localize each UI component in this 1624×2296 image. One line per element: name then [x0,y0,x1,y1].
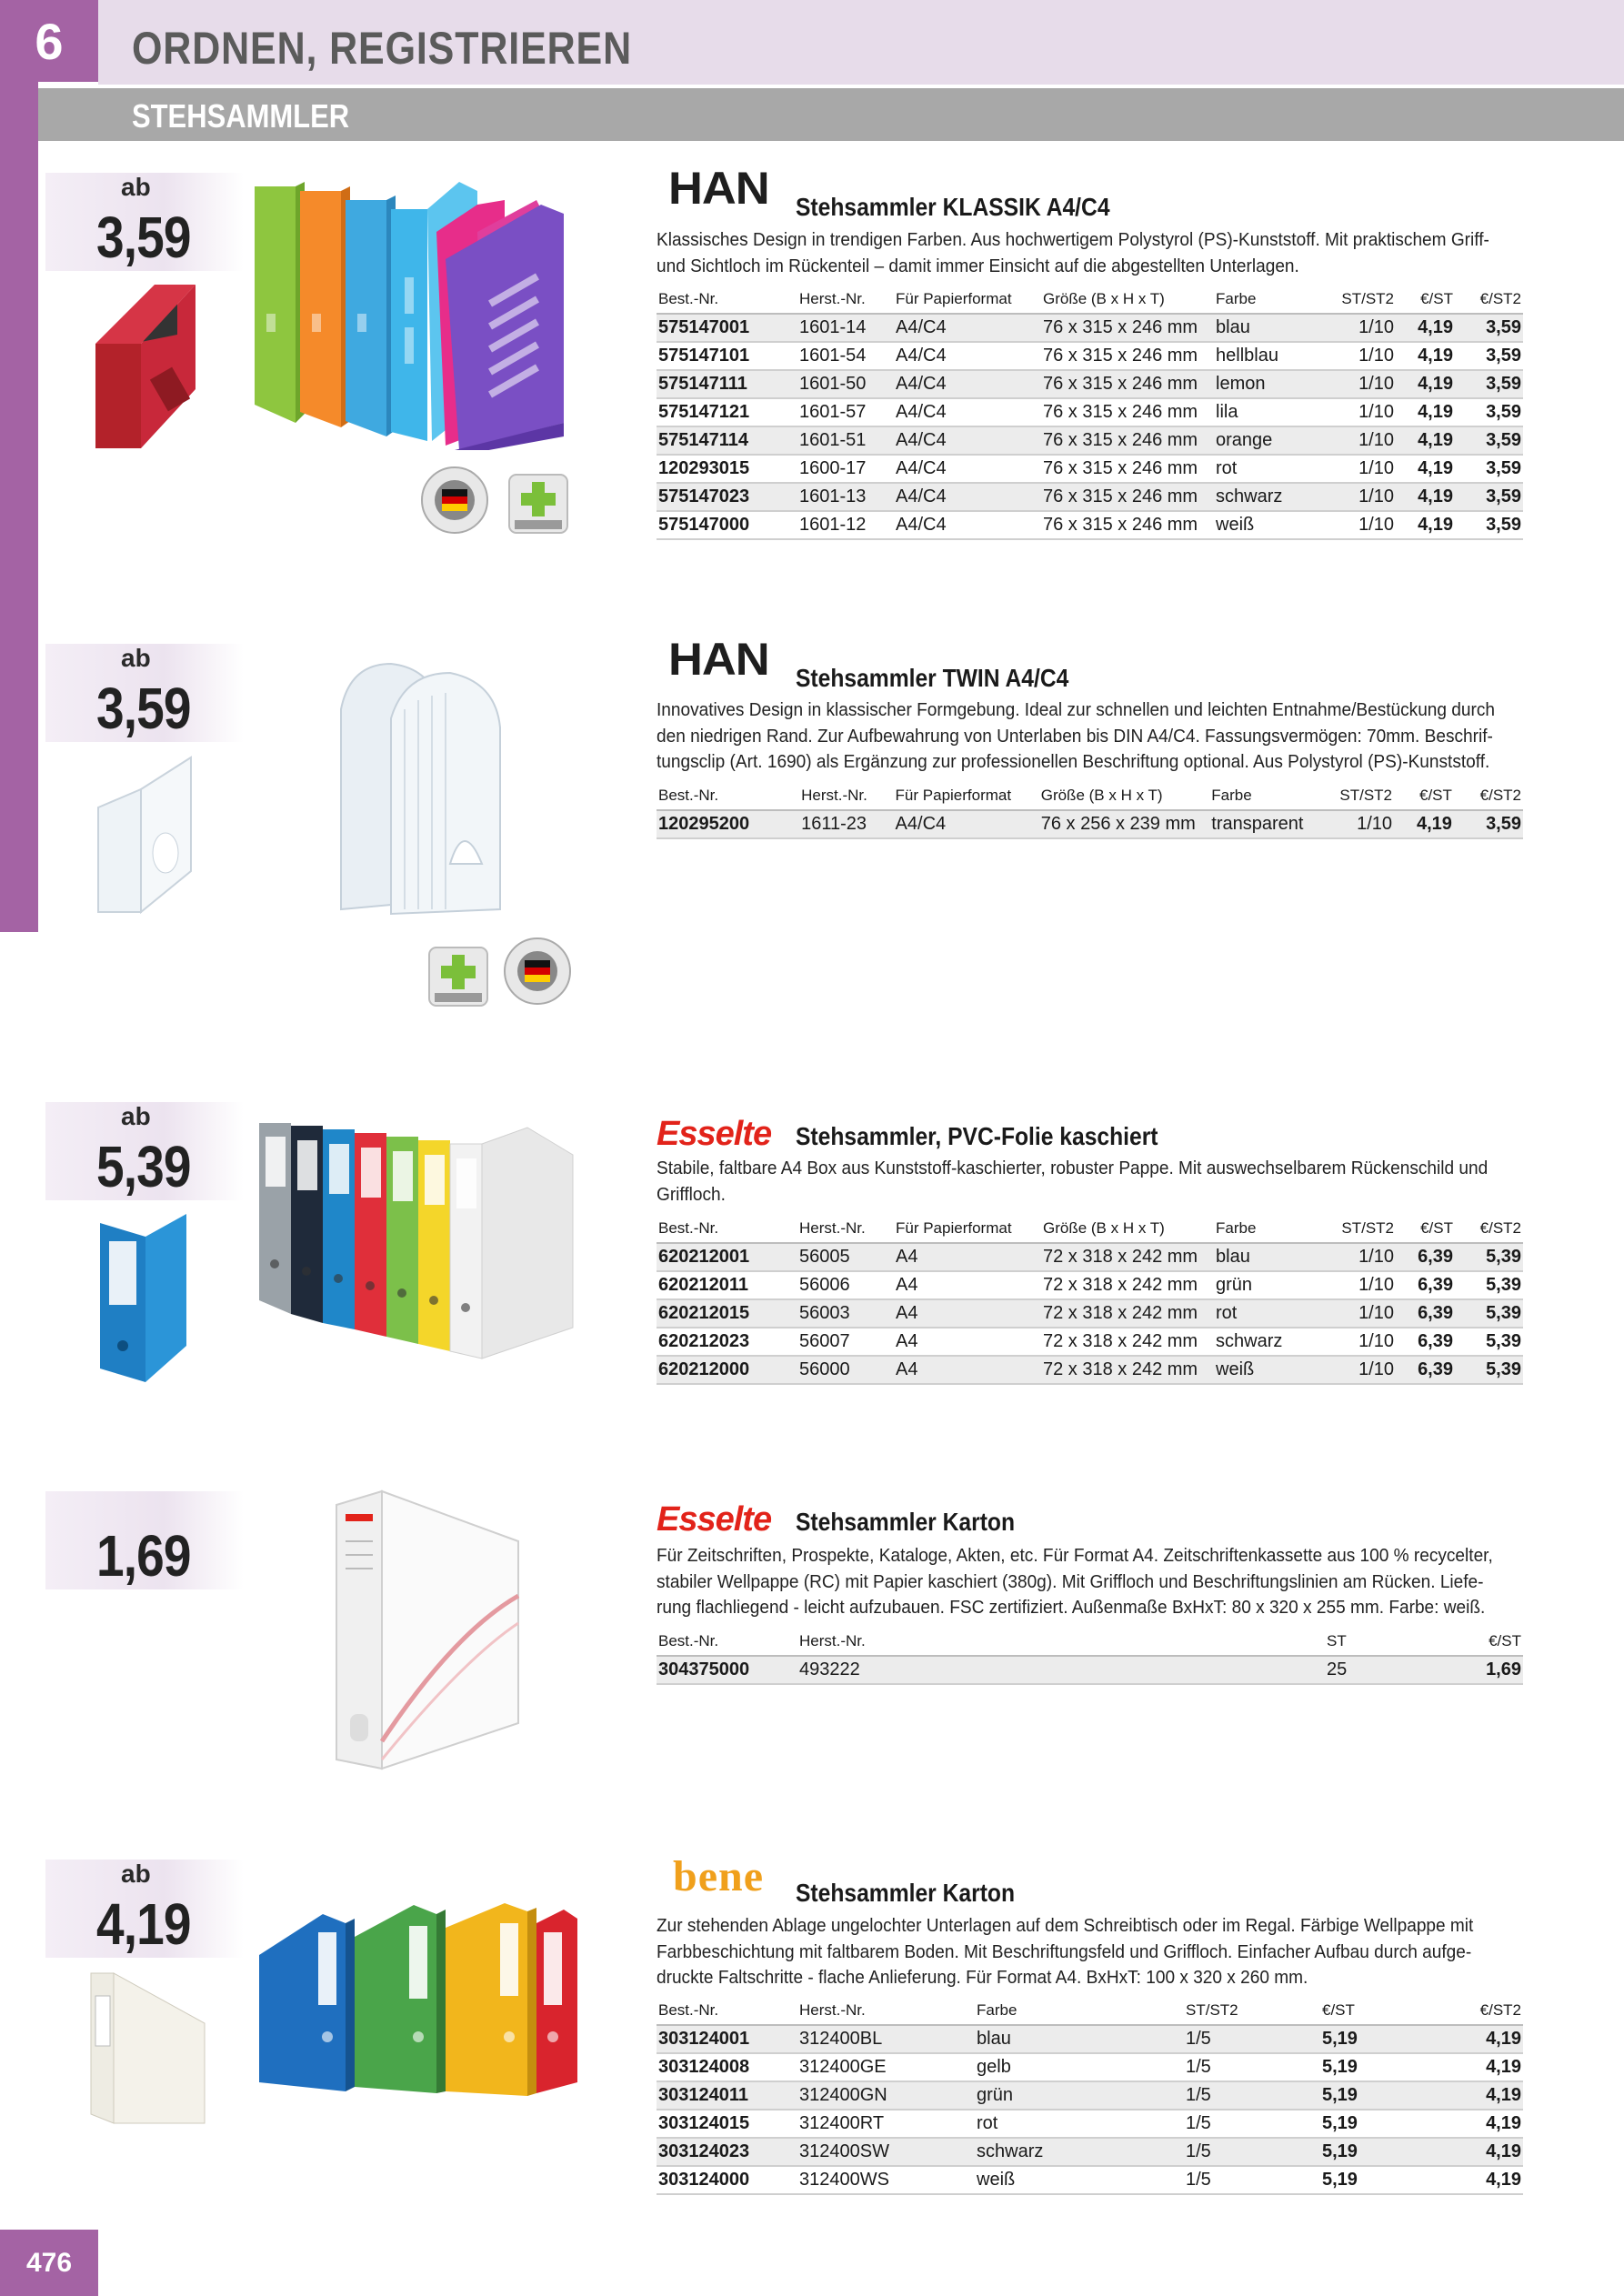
column-header: €/ST2 [1455,1215,1523,1243]
table-cell: schwarz [1214,1328,1323,1356]
column-header: Farbe [975,1997,1184,2025]
column-header: Herst.-Nr. [797,286,894,314]
table-cell: 1/5 [1184,2138,1320,2166]
table-cell: 303124000 [657,2166,797,2194]
table-cell: A4/C4 [894,398,1041,426]
table-cell: 76 x 315 x 246 mm [1041,370,1214,398]
table-cell: 1/5 [1184,2053,1320,2081]
table-cell: 312400SW [797,2138,975,2166]
column-header: €/ST2 [1455,286,1523,314]
product-description [657,697,1566,776]
table-cell: A4 [894,1299,1041,1328]
table-row [657,455,1523,483]
table-cell: 4,19 [1457,2025,1523,2053]
chapter-title: ORDNEN, REGISTRIEREN [132,23,632,74]
table-cell: A4/C4 [894,511,1041,539]
column-header: Für Papierformat [894,286,1041,314]
price-box [45,1860,244,1958]
table-cell: 120295200 [657,810,799,838]
table-header-row [657,1628,1523,1656]
column-header: Farbe [1209,782,1320,810]
table-cell: A4/C4 [894,426,1041,455]
made-in-germany-badge [503,937,572,1006]
column-header: ST/ST2 [1323,1215,1396,1243]
table-cell: 4,19 [1457,2138,1523,2166]
table-row [657,2053,1523,2081]
table-cell: A4/C4 [894,483,1041,511]
table-cell: 3,59 [1455,511,1523,539]
table-cell: 3,59 [1455,342,1523,370]
table-cell: 3,59 [1455,483,1523,511]
table-cell: 76 x 315 x 246 mm [1041,314,1214,342]
table-row [657,2110,1523,2138]
table-cell: 76 x 315 x 246 mm [1041,398,1214,426]
page-number: 476 [0,2230,98,2296]
table-row [657,2138,1523,2166]
column-header: Farbe [1214,1215,1323,1243]
product-title: Stehsammler KLASSIK A4/C4 [796,193,1110,221]
table-cell: lila [1214,398,1323,426]
table-cell: 312400GE [797,2053,975,2081]
column-header: €/ST [1452,1628,1523,1656]
price-value: 5,39 [96,1134,191,1199]
column-header: €/ST [1394,782,1454,810]
table-cell: 1601-54 [797,342,894,370]
table-cell: 620212023 [657,1328,797,1356]
table-cell: 72 x 318 x 242 mm [1041,1299,1214,1328]
table-cell: 1/10 [1323,483,1396,511]
table-cell: 3,59 [1455,398,1523,426]
table-row [657,2166,1523,2194]
table-cell: 76 x 315 x 246 mm [1041,455,1214,483]
table-row [657,511,1523,539]
column-header: Größe (B x H x T) [1039,782,1210,810]
column-header: Herst.-Nr. [797,1997,975,2025]
table-cell: 1/10 [1323,1328,1396,1356]
table-cell: lemon [1214,370,1323,398]
product-thumbnail [86,280,205,453]
table-cell: gelb [975,2053,1184,2081]
table-cell: 6,39 [1396,1299,1455,1328]
column-header: Für Papierformat [894,1215,1041,1243]
table-cell: 1/10 [1320,810,1394,838]
table-cell: 575147023 [657,483,797,511]
table-cell: 76 x 315 x 246 mm [1041,426,1214,455]
table-cell: 5,39 [1455,1271,1523,1299]
column-header: €/ST [1320,1997,1457,2025]
table-cell: 4,19 [1396,426,1455,455]
table-cell: 3,59 [1455,370,1523,398]
table-cell: 56006 [797,1271,894,1299]
made-in-germany-badge [420,466,489,535]
table-cell: A4/C4 [894,370,1041,398]
table-cell: weiß [975,2166,1184,2194]
description-line: Für Zeitschriften, Prospekte, Kataloge, Akten, etc. Für Format A4. Zeitschriftenkassette aus 100 % recycelter, [657,1545,1493,1566]
table-cell: 1601-51 [797,426,894,455]
product-thumbnail [91,753,200,917]
price-box [45,644,244,742]
table-cell: 312400RT [797,2110,975,2138]
table-cell: 493222 [797,1656,1325,1684]
price-box [45,173,244,271]
table-cell: 1/10 [1323,398,1396,426]
description-line: Stabile, faltbare A4 Box aus Kunststoff-kaschierter, robuster Pappe. Mit auswechselbarem Rückenschild und [657,1158,1489,1178]
table-cell: 620212000 [657,1356,797,1384]
table-cell: 303124015 [657,2110,797,2138]
product-description [657,1543,1566,1621]
column-header: Größe (B x H x T) [1041,1215,1214,1243]
table-cell: 304375000 [657,1656,797,1684]
table-cell: grün [1214,1271,1323,1299]
table-cell: orange [1214,426,1323,455]
table-cell: blau [1214,1243,1323,1271]
table-cell: grün [975,2081,1184,2110]
table-cell: 1/10 [1323,1271,1396,1299]
price-box [45,1491,244,1589]
table-cell: 1601-14 [797,314,894,342]
funktion-badge [427,946,489,1008]
table-row [657,370,1523,398]
table-cell: A4 [894,1271,1041,1299]
description-line: Griffloch. [657,1183,726,1205]
table-cell: 4,19 [1396,314,1455,342]
description-line: tungsclip (Art. 1690) als Ergänzung zur professionellen Beschriftung optional. Aus Polystyrol (PS)-Kunststoff. [657,751,1490,772]
table-cell: 575147114 [657,426,797,455]
table-cell: 76 x 315 x 246 mm [1041,342,1214,370]
table-cell: 25 [1325,1656,1452,1684]
table-cell: 303124001 [657,2025,797,2053]
table-cell: 5,19 [1320,2110,1457,2138]
table-cell: 1/10 [1323,511,1396,539]
price-prefix: ab [121,644,151,672]
table-row [657,342,1523,370]
product-image [327,1487,527,1778]
column-header: Best.-Nr. [657,782,799,810]
table-cell: 72 x 318 x 242 mm [1041,1243,1214,1271]
table-cell: hellblau [1214,342,1323,370]
table-cell: 56007 [797,1328,894,1356]
table-row [657,483,1523,511]
table-cell: 4,19 [1457,2053,1523,2081]
table-cell: 3,59 [1455,455,1523,483]
product-table [657,1628,1523,1685]
table-cell: 120293015 [657,455,797,483]
brand-logo-han: HAN [668,634,769,685]
description-line: druckte Faltschritte - flache Anlieferung. Für Format A4. BxHxT: 100 x 320 x 260 mm. [657,1967,1308,1988]
description-line: Zur stehenden Ablage ungelochter Unterlagen auf dem Schreibtisch oder im Regal. Färbige Wellpappe mit [657,1915,1474,1936]
table-cell: 5,39 [1455,1328,1523,1356]
table-cell: 575147121 [657,398,797,426]
table-cell: 1/10 [1323,342,1396,370]
table-row [657,314,1523,342]
description-line: den niedrigen Rand. Zur Aufbewahrung von Unterlaben bis DIN A4/C4. Fassungsvermögen: 70mm. Beschrif- [657,725,1493,747]
table-cell: 4,19 [1396,398,1455,426]
table-cell: 312400BL [797,2025,975,2053]
price-value: 3,59 [96,205,191,270]
price-value: 3,59 [96,676,191,741]
table-cell: 3,59 [1455,426,1523,455]
price-prefix: ab [121,1860,151,1888]
table-cell: 5,19 [1320,2025,1457,2053]
table-cell: 1/5 [1184,2025,1320,2053]
table-header-row [657,1215,1523,1243]
table-cell: 1/5 [1184,2081,1320,2110]
table-cell: 5,39 [1455,1243,1523,1271]
table-cell: 6,39 [1396,1271,1455,1299]
table-cell: 6,39 [1396,1243,1455,1271]
price-box [45,1102,244,1200]
table-cell: weiß [1214,1356,1323,1384]
table-row [657,810,1523,838]
table-cell: A4/C4 [894,810,1039,838]
table-cell: 1/10 [1323,314,1396,342]
table-cell: blau [1214,314,1323,342]
product-image [314,655,550,927]
table-cell: 303124008 [657,2053,797,2081]
table-row [657,398,1523,426]
table-header-row [657,1997,1523,2025]
table-cell: 4,19 [1457,2110,1523,2138]
column-header: Herst.-Nr. [797,1628,1325,1656]
table-row [657,1328,1523,1356]
table-cell: 1601-12 [797,511,894,539]
table-cell: A4 [894,1243,1041,1271]
description-line: Farbbeschichtung mit faltbarem Boden. Mit Beschriftungsfeld und Griffloch. Einfacher Aufbau durch aufge- [657,1940,1472,1962]
column-header: Best.-Nr. [657,1628,797,1656]
column-header: Farbe [1214,286,1323,314]
table-cell: 6,39 [1396,1356,1455,1384]
table-cell: 1611-23 [799,810,893,838]
product-table [657,782,1523,839]
table-cell: 1/10 [1323,1299,1396,1328]
price-prefix: ab [121,1102,151,1130]
table-cell: 4,19 [1396,511,1455,539]
table-cell: 5,39 [1455,1356,1523,1384]
table-cell: 56000 [797,1356,894,1384]
funktion-badge [507,473,569,535]
table-row [657,1271,1523,1299]
table-cell: 56005 [797,1243,894,1271]
table-cell: 4,19 [1457,2081,1523,2110]
table-row [657,426,1523,455]
table-cell: 1/5 [1184,2166,1320,2194]
table-header-row [657,286,1523,314]
table-cell: 76 x 315 x 246 mm [1041,511,1214,539]
description-line: rung flachliegend - leicht aufzubauen. FSC zertifiziert. Außenmaße BxHxT: 80 x 320 x 255 mm. Farbe: weiß. [657,1597,1486,1618]
column-header: Für Papierformat [894,782,1039,810]
section-title: STEHSAMMLER [132,97,350,135]
column-header: Herst.-Nr. [797,1215,894,1243]
table-row [657,1299,1523,1328]
table-cell: 1/10 [1323,1243,1396,1271]
column-header: Best.-Nr. [657,1215,797,1243]
table-cell: 76 x 315 x 246 mm [1041,483,1214,511]
product-thumbnail [86,1969,209,2128]
price-prefix: ab [121,173,151,201]
table-cell: 1,69 [1452,1656,1523,1684]
table-cell: 1/10 [1323,1356,1396,1384]
table-cell: 575147000 [657,511,797,539]
product-table [657,1215,1523,1385]
column-header: €/ST2 [1454,782,1523,810]
table-cell: weiß [1214,511,1323,539]
table-cell: 5,19 [1320,2166,1457,2194]
column-header: ST/ST2 [1320,782,1394,810]
table-cell: 4,19 [1396,455,1455,483]
column-header: ST/ST2 [1184,1997,1320,2025]
product-image [255,1900,582,2110]
product-description [657,227,1566,279]
table-row [657,2081,1523,2110]
table-row [657,1243,1523,1271]
description-line: und Sichtloch im Rückenteil – damit immer Einsicht auf die abgestellten Unterlagen. [657,255,1299,276]
table-cell: 72 x 318 x 242 mm [1041,1271,1214,1299]
product-table [657,1997,1523,2195]
table-cell: 1600-17 [797,455,894,483]
table-cell: rot [975,2110,1184,2138]
column-header: ST/ST2 [1323,286,1396,314]
description-line: Klassisches Design in trendigen Farben. Aus hochwertigem Polystyrol (PS)-Kunststoff. Mit praktischem Griff- [657,229,1489,250]
table-cell: 3,59 [1454,810,1523,838]
table-cell: 620212001 [657,1243,797,1271]
table-cell: 303124023 [657,2138,797,2166]
table-cell: A4 [894,1356,1041,1384]
product-description [657,1913,1566,1991]
table-cell: A4 [894,1328,1041,1356]
product-title: Stehsammler Karton [796,1879,1016,1907]
table-cell: rot [1214,455,1323,483]
table-cell: 4,19 [1396,342,1455,370]
column-header: ST [1325,1628,1452,1656]
product-thumbnail [95,1209,195,1387]
description-line: Innovatives Design in klassischer Formgebung. Ideal zur schnellen und leichten Entnahme/Bestückung durch [657,699,1496,720]
table-cell: 4,19 [1396,483,1455,511]
table-cell: 620212011 [657,1271,797,1299]
product-image [255,1118,582,1373]
table-cell: 72 x 318 x 242 mm [1041,1356,1214,1384]
table-cell: 620212015 [657,1299,797,1328]
table-cell: 303124011 [657,2081,797,2110]
table-row [657,1356,1523,1384]
column-header: €/ST [1396,1215,1455,1243]
table-cell: schwarz [975,2138,1184,2166]
table-cell: 1601-50 [797,370,894,398]
table-cell: 5,19 [1320,2081,1457,2110]
table-cell: blau [975,2025,1184,2053]
product-title: Stehsammler, PVC-Folie kaschiert [796,1122,1158,1150]
price-value: 4,19 [96,1891,191,1957]
column-header: €/ST2 [1457,1997,1523,2025]
table-cell: 4,19 [1394,810,1454,838]
table-cell: transparent [1209,810,1320,838]
table-cell: 1/5 [1184,2110,1320,2138]
chapter-number: 6 [0,0,98,82]
table-header-row [657,782,1523,810]
table-row [657,2025,1523,2053]
table-cell: 1601-13 [797,483,894,511]
column-header: Best.-Nr. [657,286,797,314]
product-table [657,286,1523,540]
table-cell: 72 x 318 x 242 mm [1041,1328,1214,1356]
table-cell: 5,19 [1320,2053,1457,2081]
table-cell: 1601-57 [797,398,894,426]
table-cell: rot [1214,1299,1323,1328]
table-cell: 4,19 [1396,370,1455,398]
table-cell: 1/10 [1323,370,1396,398]
table-cell: 4,19 [1457,2166,1523,2194]
table-cell: 76 x 256 x 239 mm [1039,810,1210,838]
description-line: stabiler Wellpappe (RC) mit Papier kaschiert (380g). Mit Griffloch und Beschriftungslinien am Rücken. Liefe- [657,1570,1484,1592]
table-cell: 575147101 [657,342,797,370]
column-header: €/ST [1396,286,1455,314]
product-title: Stehsammler TWIN A4/C4 [796,664,1069,692]
table-row [657,1656,1523,1684]
table-cell: 5,19 [1320,2138,1457,2166]
table-cell: 575147111 [657,370,797,398]
table-cell: 3,59 [1455,314,1523,342]
table-cell: 312400GN [797,2081,975,2110]
brand-logo-esselte: Esselte [657,1500,772,1539]
table-cell: 575147001 [657,314,797,342]
table-cell: 1/10 [1323,426,1396,455]
column-header: Herst.-Nr. [799,782,893,810]
product-description [657,1156,1566,1208]
table-cell: 1/10 [1323,455,1396,483]
column-header: Größe (B x H x T) [1041,286,1214,314]
brand-logo-han: HAN [668,163,769,214]
table-cell: 312400WS [797,2166,975,2194]
brand-logo-esselte: Esselte [657,1115,772,1153]
table-cell: A4/C4 [894,455,1041,483]
table-cell: A4/C4 [894,342,1041,370]
product-image [250,177,577,450]
column-header: Best.-Nr. [657,1997,797,2025]
product-title: Stehsammler Karton [796,1508,1016,1536]
table-cell: A4/C4 [894,314,1041,342]
chapter-side-bar [0,0,38,932]
table-cell: 6,39 [1396,1328,1455,1356]
table-cell: 56003 [797,1299,894,1328]
price-value: 1,69 [96,1523,191,1589]
table-cell: schwarz [1214,483,1323,511]
brand-logo-bene: bene [673,1852,764,1900]
table-cell: 5,39 [1455,1299,1523,1328]
